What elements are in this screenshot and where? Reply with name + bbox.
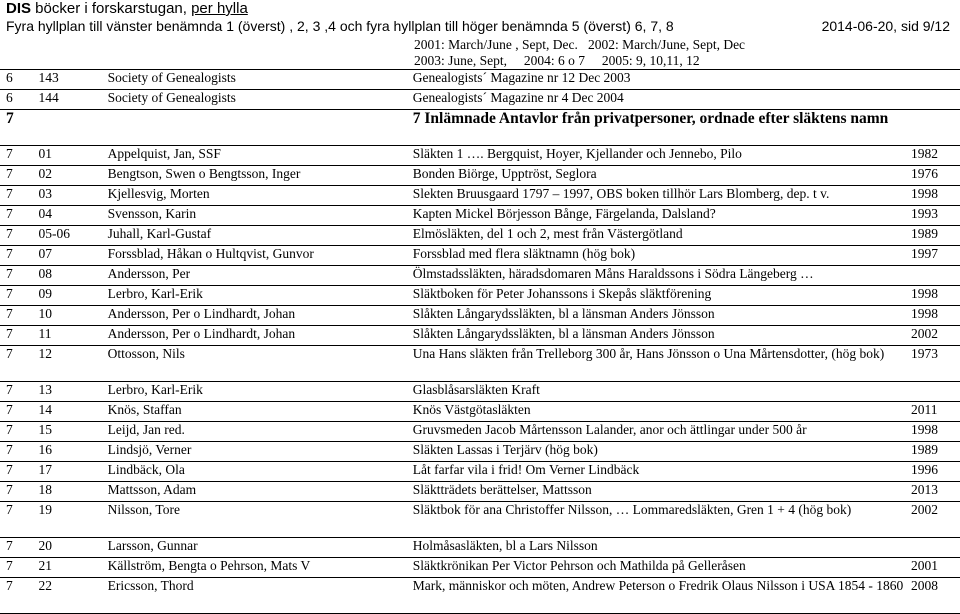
- cell-author: Juhall, Karl-Gustaf: [102, 226, 407, 246]
- cell-num: 10: [33, 306, 102, 326]
- cell-shelf: 7: [0, 110, 33, 146]
- cell-author: Society of Genealogists: [102, 90, 407, 110]
- cell-year: [905, 90, 960, 110]
- page-subtitle: Fyra hyllplan till vänster benämnda 1 (överst) , 2, 3 ,4 och fyra hyllplan till höger benämnda 5 (överst) 6, 7, 8: [6, 18, 674, 34]
- cell-title: Genealogists´ Magazine nr 12 Dec 2003: [407, 70, 905, 90]
- cell-num: 09: [33, 286, 102, 306]
- cell-num: 02: [33, 166, 102, 186]
- table-row: [0, 146, 960, 166]
- cell-year: 1982: [905, 146, 960, 166]
- book-table: [0, 69, 960, 614]
- cell-author: Lindbäck, Ola: [102, 462, 407, 482]
- cell-shelf: 6: [0, 70, 33, 90]
- table-row: [0, 382, 960, 402]
- cell-shelf: 7: [0, 442, 33, 462]
- cell-year: 1998: [905, 422, 960, 442]
- cell-shelf: 7: [0, 286, 33, 306]
- cell-year: 2002: [905, 502, 960, 538]
- cell-author: Appelquist, Jan, SSF: [102, 146, 407, 166]
- cell-author: Bengtson, Swen o Bengtsson, Inger: [102, 166, 407, 186]
- cell-title: Släktträdets berättelser, Mattsson: [407, 482, 905, 502]
- cell-num: 01: [33, 146, 102, 166]
- cell-year: 1989: [905, 226, 960, 246]
- title-underlined: per hylla: [191, 0, 248, 17]
- table-row: [0, 226, 960, 246]
- cell-year: [905, 70, 960, 90]
- cell-shelf: 7: [0, 462, 33, 482]
- cell-author: Mattsson, Adam: [102, 482, 407, 502]
- table-row: [0, 90, 960, 110]
- cell-year: [905, 110, 960, 146]
- page-header: [6, 0, 674, 34]
- cell-title: Glasblåsarsläkten Kraft: [407, 382, 905, 402]
- cell-shelf: 7: [0, 482, 33, 502]
- cell-author: [102, 110, 407, 146]
- table-row: [0, 326, 960, 346]
- cell-num: 12: [33, 346, 102, 382]
- table-row: [0, 70, 960, 90]
- cell-num: 22: [33, 578, 102, 614]
- cell-title: Holmåsasläkten, bl a Lars Nilsson: [407, 538, 905, 558]
- cell-num: 04: [33, 206, 102, 226]
- cell-year: 1973: [905, 346, 960, 382]
- table-row: [0, 166, 960, 186]
- cell-num: 05-06: [33, 226, 102, 246]
- cell-shelf: 7: [0, 326, 33, 346]
- cell-title: Gruvsmeden Jacob Mårtensson Lalander, anor och ättlingar under 500 år: [407, 422, 905, 442]
- page-title: [6, 0, 674, 18]
- cell-num: 03: [33, 186, 102, 206]
- cell-title: Släkten Lassas i Terjärv (hög bok): [407, 442, 905, 462]
- cell-year: 1998: [905, 306, 960, 326]
- table-row: [0, 186, 960, 206]
- cell-shelf: 7: [0, 382, 33, 402]
- cell-shelf: 7: [0, 266, 33, 286]
- cell-year: [905, 266, 960, 286]
- cell-title: Slåkten Långarydssläkten, bl a länsman Anders Jönsson: [407, 326, 905, 346]
- cell-title: Släktboken för Peter Johanssons i Skepås släktförening: [407, 286, 905, 306]
- cell-num: 08: [33, 266, 102, 286]
- cell-num: 21: [33, 558, 102, 578]
- cell-author: Knös, Staffan: [102, 402, 407, 422]
- cell-title: Släktbok för ana Christoffer Nilsson, … Lommaredsläkten, Gren 1 + 4 (hög bok): [407, 502, 905, 538]
- cell-year: 1996: [905, 462, 960, 482]
- cell-year: 2011: [905, 402, 960, 422]
- cell-author: Leijd, Jan red.: [102, 422, 407, 442]
- cell-num: 18: [33, 482, 102, 502]
- cell-year: 1998: [905, 286, 960, 306]
- cell-year: 2008: [905, 578, 960, 614]
- cell-title: 7 Inlämnade Antavlor från privatpersoner, ordnade efter släktens namn: [407, 110, 905, 146]
- cell-author: Ottosson, Nils: [102, 346, 407, 382]
- cell-num: 144: [33, 90, 102, 110]
- cell-year: 2001: [905, 558, 960, 578]
- table-row: [0, 246, 960, 266]
- title-bold: DIS: [6, 0, 32, 17]
- cell-title: Knös Västgötasläkten: [407, 402, 905, 422]
- cell-shelf: 7: [0, 246, 33, 266]
- table-row: [0, 206, 960, 226]
- table-row: [0, 286, 960, 306]
- cell-author: Lindsjö, Verner: [102, 442, 407, 462]
- cell-title: Forssblad med flera släktnamn (hög bok): [407, 246, 905, 266]
- date-page: 2014-06-20, sid 9/12: [821, 18, 950, 34]
- cell-year: [905, 382, 960, 402]
- cell-title: Slekten Bruusgaard 1797 – 1997, OBS boken tillhör Lars Blomberg, dep. t v.: [407, 186, 905, 206]
- cell-shelf: 7: [0, 538, 33, 558]
- cell-num: 19: [33, 502, 102, 538]
- table-row: [0, 578, 960, 614]
- cell-num: 15: [33, 422, 102, 442]
- cell-title: Låt farfar vila i frid! Om Verner Lindbäck: [407, 462, 905, 482]
- table-row: [0, 462, 960, 482]
- cell-title: Mark, människor och möten, Andrew Peterson o Fredrik Olaus Nilsson i USA 1854 - 1860: [407, 578, 905, 614]
- cell-year: 1997: [905, 246, 960, 266]
- cell-num: [33, 110, 102, 146]
- table-row: [0, 558, 960, 578]
- cell-author: Källström, Bengta o Pehrson, Mats V: [102, 558, 407, 578]
- cell-year: 2013: [905, 482, 960, 502]
- section-row: [0, 110, 960, 146]
- cell-shelf: 7: [0, 306, 33, 326]
- cell-num: 16: [33, 442, 102, 462]
- cell-author: Ericsson, Thord: [102, 578, 407, 614]
- cell-shelf: 7: [0, 186, 33, 206]
- cell-shelf: 7: [0, 346, 33, 382]
- cell-title: Släkten 1 …. Bergquist, Hoyer, Kjellander och Jennebo, Pilo: [407, 146, 905, 166]
- cell-author: Lerbro, Karl-Erik: [102, 286, 407, 306]
- legend-line-2: 2003: June, Sept, 2004: 6 o 7 2005: 9, 10,11, 12: [414, 53, 700, 68]
- cell-author: Nilsson, Tore: [102, 502, 407, 538]
- legend-line-1: 2001: March/June , Sept, Dec. 2002: March/June, Sept, Dec: [414, 37, 746, 52]
- cell-num: 07: [33, 246, 102, 266]
- cell-title: Ölmstadssläkten, häradsdomaren Måns Haraldssons i Södra Längeberg …: [407, 266, 905, 286]
- cell-author: Lerbro, Karl-Erik: [102, 382, 407, 402]
- table-row: [0, 402, 960, 422]
- cell-author: Forssblad, Håkan o Hultqvist, Gunvor: [102, 246, 407, 266]
- cell-num: 143: [33, 70, 102, 90]
- cell-year: [905, 538, 960, 558]
- cell-title: Kapten Mickel Börjesson Bånge, Färgelanda, Dalsland?: [407, 206, 905, 226]
- cell-author: Andersson, Per o Lindhardt, Johan: [102, 326, 407, 346]
- cell-shelf: 6: [0, 90, 33, 110]
- cell-author: Andersson, Per: [102, 266, 407, 286]
- table-row: [0, 266, 960, 286]
- cell-shelf: 7: [0, 146, 33, 166]
- cell-author: Svensson, Karin: [102, 206, 407, 226]
- cell-author: Andersson, Per o Lindhardt, Johan: [102, 306, 407, 326]
- table-row: [0, 346, 960, 382]
- table-row: [0, 422, 960, 442]
- cell-year: 1998: [905, 186, 960, 206]
- table-row: [0, 442, 960, 462]
- cell-author: Kjellesvig, Morten: [102, 186, 407, 206]
- cell-year: 2002: [905, 326, 960, 346]
- title-rest: böcker i forskarstugan,: [31, 0, 192, 17]
- cell-title: Elmösläkten, del 1 och 2, mest från Västergötland: [407, 226, 905, 246]
- cell-title: Slåkten Långarydssläkten, bl a länsman Anders Jönsson: [407, 306, 905, 326]
- cell-num: 17: [33, 462, 102, 482]
- cell-title: Släktkrönikan Per Victor Pehrson och Mathilda på Gelleråsen: [407, 558, 905, 578]
- table-row: [0, 538, 960, 558]
- table-row: [0, 502, 960, 538]
- cell-author: Society of Genealogists: [102, 70, 407, 90]
- cell-shelf: 7: [0, 578, 33, 614]
- cell-num: 11: [33, 326, 102, 346]
- cell-shelf: 7: [0, 402, 33, 422]
- cell-year: 1993: [905, 206, 960, 226]
- cell-shelf: 7: [0, 558, 33, 578]
- cell-year: 1976: [905, 166, 960, 186]
- cell-num: 20: [33, 538, 102, 558]
- cell-shelf: 7: [0, 422, 33, 442]
- cell-year: 1989: [905, 442, 960, 462]
- cell-shelf: 7: [0, 226, 33, 246]
- cell-title: Una Hans släkten från Trelleborg 300 år, Hans Jönsson o Una Mårtensdotter, (hög bok): [407, 346, 905, 382]
- cell-title: Bonden Biörge, Upptröst, Seglora: [407, 166, 905, 186]
- cell-title: Genealogists´ Magazine nr 4 Dec 2004: [407, 90, 905, 110]
- table-row: [0, 482, 960, 502]
- cell-num: 13: [33, 382, 102, 402]
- cell-num: 14: [33, 402, 102, 422]
- cell-shelf: 7: [0, 502, 33, 538]
- legend: [414, 37, 745, 69]
- cell-shelf: 7: [0, 166, 33, 186]
- cell-author: Larsson, Gunnar: [102, 538, 407, 558]
- cell-shelf: 7: [0, 206, 33, 226]
- table-row: [0, 306, 960, 326]
